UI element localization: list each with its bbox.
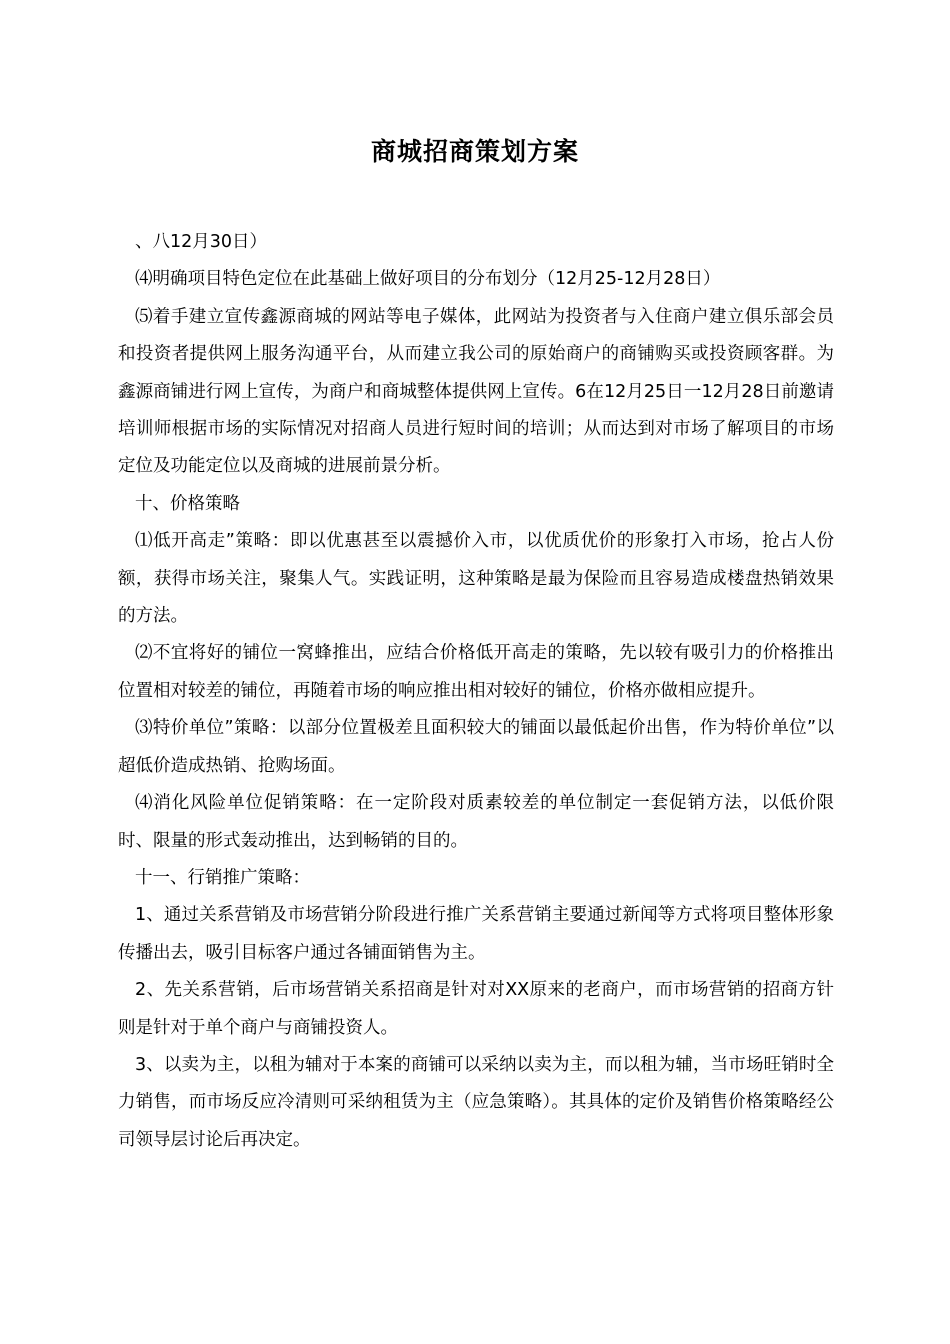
paragraph-positioning: ⑷明确项目特色定位在此基础上做好项目的分布划分（12月25-12月28日）: [135, 269, 721, 290]
document-title: 商城招商策划方案: [370, 137, 579, 166]
paragraph-special-price-units: ⑶特价单位”策略：以部分位置极差且面积较大的铺面以最低起价出售，作为特价单位”以超低价造成热销、抢购场面。: [118, 718, 834, 776]
paragraph-staggered-release: ⑵不宜将好的铺位一窝蜂推出，应结合价格低开高走的策略，先以较有吸引力的价格推出位置相对较差的铺位，再随着市场的响应推出相对较好的铺位，价格亦做相应提升。: [118, 643, 834, 701]
paragraph-sell-first-rent-second: 3、以卖为主，以租为辅对于本案的商铺可以采纳以卖为主，而以租为辅，当市场旺销时全力销售，而市场反应冷清则可采纳租赁为主（应急策略）。其具体的定价及销售价格策略经公司领导层讨论后再决定。: [118, 1054, 834, 1150]
paragraph-low-open-high: ⑴低开高走”策略：即以优惠甚至以震撼价入市，以优质优价的形象打入市场，抢占人份额，获得市场关注，聚集人气。实践证明，这种策略是最为保险而且容易造成楼盘热销效果的方法。: [118, 531, 834, 627]
paragraph-relationship-marketing: 1、通过关系营销及市场营销分阶段进行推广关系营销主要通过新闻等方式将项目整体形象传播出去，吸引目标客户通过各铺面销售为主。: [118, 905, 834, 963]
section-heading-marketing-strategy: 十一、行销推广策略：: [135, 867, 310, 888]
paragraph-relationship-first: 2、先关系营销，后市场营销关系招商是针对对XX原来的老商户，而市场营销的招商方针则是针对于单个商户与商铺投资人。: [118, 980, 834, 1038]
paragraph-website-training: ⑸着手建立宣传鑫源商城的网站等电子媒体，此网站为投资者与入住商户建立俱乐部会员和投资者提供网上服务沟通平台，从而建立我公司的原始商户的商铺购买或投资顾客群。为鑫源商铺进行网上宣传，为商户和商城整体提供网上宣传。6在12月25日一12月28日前邀请培训师根据市场的实际情况对招商人员进行短时间的培训；从而达到对市场了解项目的市场定位及功能定位以及商城的进展前景分析。: [118, 306, 834, 477]
section-heading-price-strategy: 十、价格策略: [135, 493, 240, 514]
paragraph-date-note: 、八12月30日）: [135, 232, 268, 252]
document-body: [118, 224, 834, 1159]
paragraph-risk-promotion: ⑷消化风险单位促销策略：在一定阶段对质素较差的单位制定一套促销方法，以低价限时、限量的形式轰动推出，达到畅销的目的。: [118, 793, 834, 851]
